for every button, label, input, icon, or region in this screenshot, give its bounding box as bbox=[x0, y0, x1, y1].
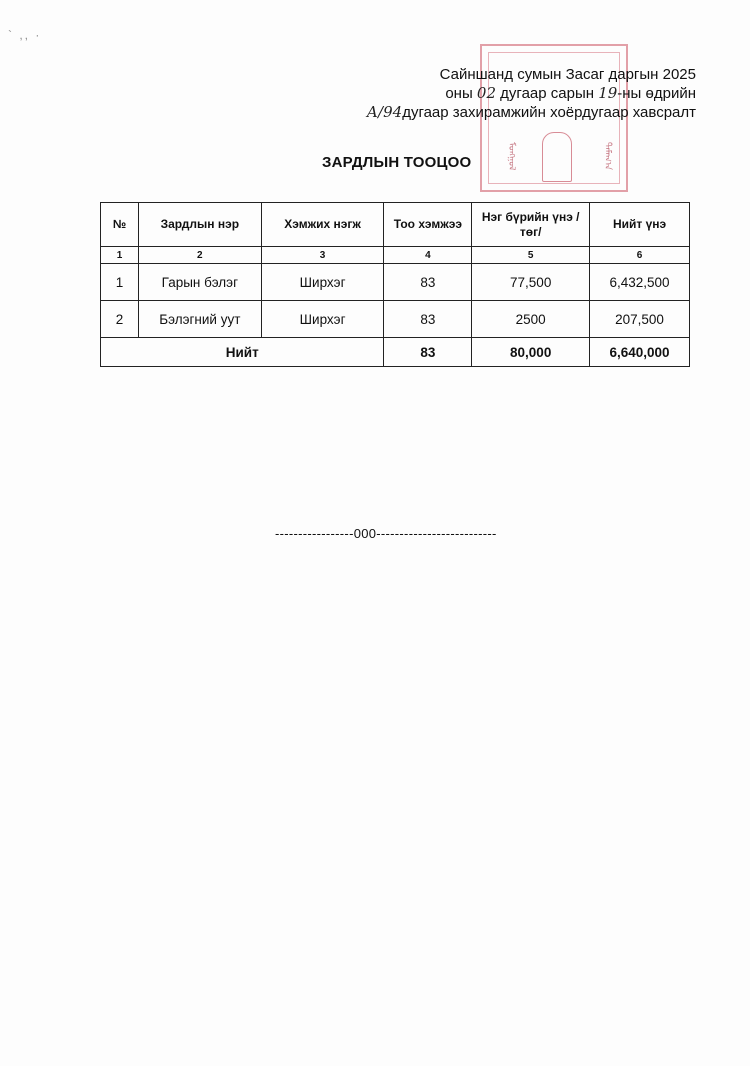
total-unit-price: 80,000 bbox=[472, 338, 590, 367]
row-no: 1 bbox=[101, 264, 139, 301]
row-unit-price: 77,500 bbox=[472, 264, 590, 301]
header-line-2 bbox=[367, 84, 696, 103]
header-unit: Хэмжих нэгж bbox=[261, 203, 384, 247]
row-expense-name: Гарын бэлэг bbox=[138, 264, 261, 301]
expense-table bbox=[100, 202, 690, 367]
row-no: 2 bbox=[101, 301, 139, 338]
grand-total: 6,640,000 bbox=[590, 338, 690, 367]
header-quantity: Тоо хэмжээ bbox=[384, 203, 472, 247]
table-total-row bbox=[101, 338, 690, 367]
document-title: ЗАРДЛЫН ТООЦОО bbox=[322, 154, 472, 171]
table-row bbox=[101, 264, 690, 301]
column-number: 5 bbox=[472, 247, 590, 264]
total-label: Нийт bbox=[101, 338, 384, 367]
stamp-script-right: ᠲᠠᠮᠠᠭ᠎ᠠ bbox=[603, 142, 613, 171]
handwritten-day: 19 bbox=[598, 84, 618, 102]
header-total: Нийт үнэ bbox=[590, 203, 690, 247]
handwritten-month: 02 bbox=[476, 84, 496, 102]
table-header-row bbox=[101, 203, 690, 247]
header-expense-name: Зардлын нэр bbox=[138, 203, 261, 247]
row-unit: Ширхэг bbox=[261, 301, 384, 338]
end-of-document-mark: -----------------000-------------------------- bbox=[275, 526, 497, 541]
header-line-1: Сайншанд сумын Засаг даргын 2025 bbox=[439, 66, 696, 83]
column-number: 6 bbox=[590, 247, 690, 264]
stamp-script-left: ᠮᠣᠩᠭᠣᠯ bbox=[507, 142, 517, 171]
header-no: № bbox=[101, 203, 139, 247]
scan-artifact: ` ,, · bbox=[8, 28, 42, 42]
header-line-2-prefix: оны bbox=[445, 85, 473, 102]
row-unit-price: 2500 bbox=[472, 301, 590, 338]
row-quantity: 83 bbox=[384, 264, 472, 301]
column-number: 2 bbox=[138, 247, 261, 264]
header-line-2-suffix: -ны өдрийн bbox=[617, 85, 696, 102]
header-line-3-text: дугаар захирамжийн хоёрдугаар хавсралт bbox=[402, 104, 696, 121]
header-line-2-mid: дугаар сарын bbox=[500, 85, 595, 102]
column-number: 1 bbox=[101, 247, 139, 264]
row-unit: Ширхэг bbox=[261, 264, 384, 301]
handwritten-order-number: А/94 bbox=[366, 103, 403, 121]
total-quantity: 83 bbox=[384, 338, 472, 367]
column-number-row bbox=[101, 247, 690, 264]
stamp-emblem bbox=[542, 132, 572, 182]
table-row bbox=[101, 301, 690, 338]
header-line-3 bbox=[367, 103, 696, 122]
row-expense-name: Бэлэгний уут bbox=[138, 301, 261, 338]
header-unit-price: Нэг бүрийн үнэ /төг/ bbox=[472, 203, 590, 247]
appendix-header bbox=[367, 66, 696, 122]
row-total: 207,500 bbox=[590, 301, 690, 338]
column-number: 4 bbox=[384, 247, 472, 264]
row-quantity: 83 bbox=[384, 301, 472, 338]
row-total: 6,432,500 bbox=[590, 264, 690, 301]
column-number: 3 bbox=[261, 247, 384, 264]
